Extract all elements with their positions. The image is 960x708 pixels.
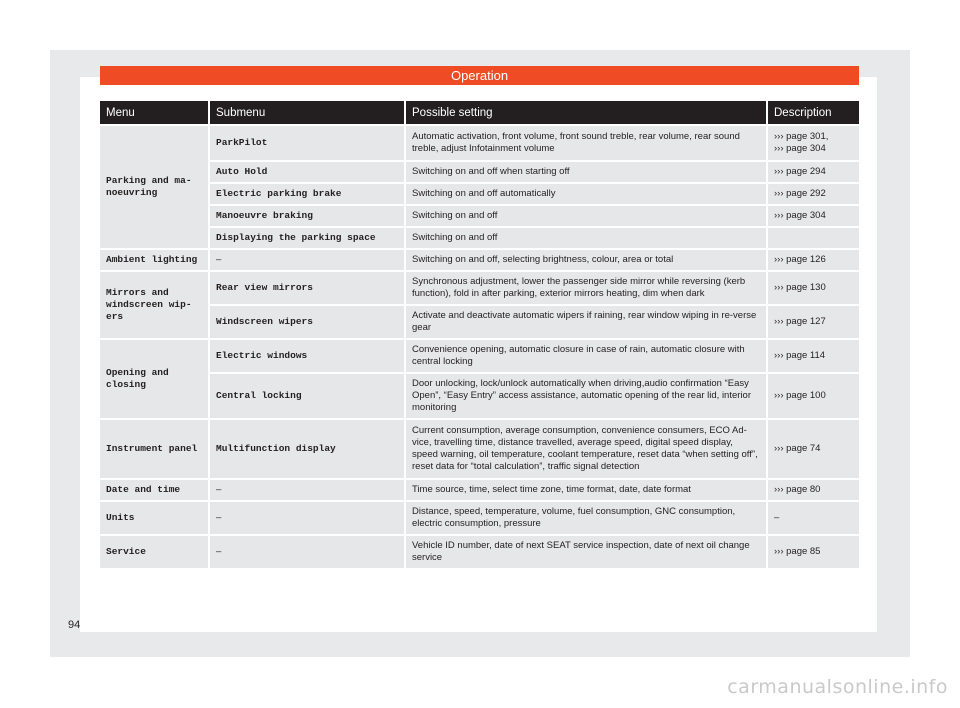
submenu-cell: Central locking bbox=[210, 372, 406, 418]
table-row bbox=[100, 478, 859, 500]
column-header-submenu: Submenu bbox=[210, 101, 406, 124]
setting-cell: Switching on and off bbox=[406, 204, 768, 226]
page-number: 94 bbox=[68, 619, 81, 631]
description-cell: ››› page 126 bbox=[768, 248, 859, 270]
table-row bbox=[100, 534, 859, 568]
table-body bbox=[100, 124, 859, 568]
setting-cell: Distance, speed, temperature, volume, fuel consumption, GNC consumption, electric consumption, pressure bbox=[406, 500, 768, 534]
column-header-description: Description bbox=[768, 101, 859, 124]
table-row bbox=[100, 372, 859, 418]
column-header-setting: Possible setting bbox=[406, 101, 768, 124]
description-cell: ››› page 100 bbox=[768, 372, 859, 418]
menu-cell: Ambient lighting bbox=[100, 248, 210, 270]
menu-cell: Parking and ma- noeuvring bbox=[100, 124, 210, 248]
description-cell: – bbox=[768, 500, 859, 534]
menu-cell: Date and time bbox=[100, 478, 210, 500]
table-row bbox=[100, 338, 859, 372]
submenu-cell: – bbox=[210, 500, 406, 534]
setting-cell: Activate and deactivate automatic wipers if raining, rear window wiping in re-verse gear bbox=[406, 304, 768, 338]
submenu-cell: – bbox=[210, 534, 406, 568]
menu-cell: Mirrors and windscreen wip- ers bbox=[100, 270, 210, 338]
setting-cell: Current consumption, average consumption, convenience consumers, ECO Ad-vice, travelling time, distance travelled, average speed, digital speed display, speed warning, oil temperature, coolant temperature, reset data “when setting off”, reset data for “total calculation”, traffic signal detection bbox=[406, 418, 768, 478]
menu-cell: Instrument panel bbox=[100, 418, 210, 478]
table-row bbox=[100, 270, 859, 304]
setting-cell: Automatic activation, front volume, front sound treble, rear volume, rear sound treble, adjust Infotainment volume bbox=[406, 124, 768, 160]
description-cell bbox=[768, 226, 859, 248]
table-header-row bbox=[100, 101, 859, 124]
submenu-cell: Multifunction display bbox=[210, 418, 406, 478]
table-row bbox=[100, 160, 859, 182]
description-cell: ››› page 130 bbox=[768, 270, 859, 304]
submenu-cell: – bbox=[210, 248, 406, 270]
description-cell: ››› page 301, ››› page 304 bbox=[768, 124, 859, 160]
settings-table bbox=[100, 101, 859, 568]
description-cell: ››› page 292 bbox=[768, 182, 859, 204]
table-row bbox=[100, 182, 859, 204]
menu-cell: Opening and closing bbox=[100, 338, 210, 418]
table-row bbox=[100, 124, 859, 160]
column-header-menu: Menu bbox=[100, 101, 210, 124]
menu-cell: Service bbox=[100, 534, 210, 568]
submenu-cell: Manoeuvre braking bbox=[210, 204, 406, 226]
table-row bbox=[100, 248, 859, 270]
submenu-cell: Electric windows bbox=[210, 338, 406, 372]
setting-cell: Switching on and off bbox=[406, 226, 768, 248]
setting-cell: Switching on and off when starting off bbox=[406, 160, 768, 182]
setting-cell: Door unlocking, lock/unlock automatically when driving,audio confirmation “Easy Open”, “Easy Entry” access assistance, automatic opening of the rear lid, interior monitoring bbox=[406, 372, 768, 418]
setting-cell: Switching on and off automatically bbox=[406, 182, 768, 204]
setting-cell: Convenience opening, automatic closure in case of rain, automatic closure with central locking bbox=[406, 338, 768, 372]
submenu-cell: Electric parking brake bbox=[210, 182, 406, 204]
description-cell: ››› page 304 bbox=[768, 204, 859, 226]
setting-cell: Vehicle ID number, date of next SEAT service inspection, date of next oil change service bbox=[406, 534, 768, 568]
description-cell: ››› page 294 bbox=[768, 160, 859, 182]
description-cell: ››› page 127 bbox=[768, 304, 859, 338]
table-row bbox=[100, 304, 859, 338]
description-cell: ››› page 74 bbox=[768, 418, 859, 478]
table-row bbox=[100, 226, 859, 248]
table-row bbox=[100, 500, 859, 534]
watermark: carmanualsonline.info bbox=[727, 676, 948, 698]
submenu-cell: Windscreen wipers bbox=[210, 304, 406, 338]
table-row bbox=[100, 204, 859, 226]
table-row bbox=[100, 418, 859, 478]
menu-cell: Units bbox=[100, 500, 210, 534]
setting-cell: Switching on and off, selecting brightness, colour, area or total bbox=[406, 248, 768, 270]
submenu-cell: Rear view mirrors bbox=[210, 270, 406, 304]
submenu-cell: – bbox=[210, 478, 406, 500]
setting-cell: Synchronous adjustment, lower the passenger side mirror while reversing (kerb function), fold in after parking, exterior mirrors heating, dim when dark bbox=[406, 270, 768, 304]
submenu-cell: ParkPilot bbox=[210, 124, 406, 160]
submenu-cell: Displaying the parking space bbox=[210, 226, 406, 248]
submenu-cell: Auto Hold bbox=[210, 160, 406, 182]
setting-cell: Time source, time, select time zone, time format, date, date format bbox=[406, 478, 768, 500]
section-title: Operation bbox=[100, 66, 859, 85]
description-cell: ››› page 80 bbox=[768, 478, 859, 500]
description-cell: ››› page 85 bbox=[768, 534, 859, 568]
description-cell: ››› page 114 bbox=[768, 338, 859, 372]
